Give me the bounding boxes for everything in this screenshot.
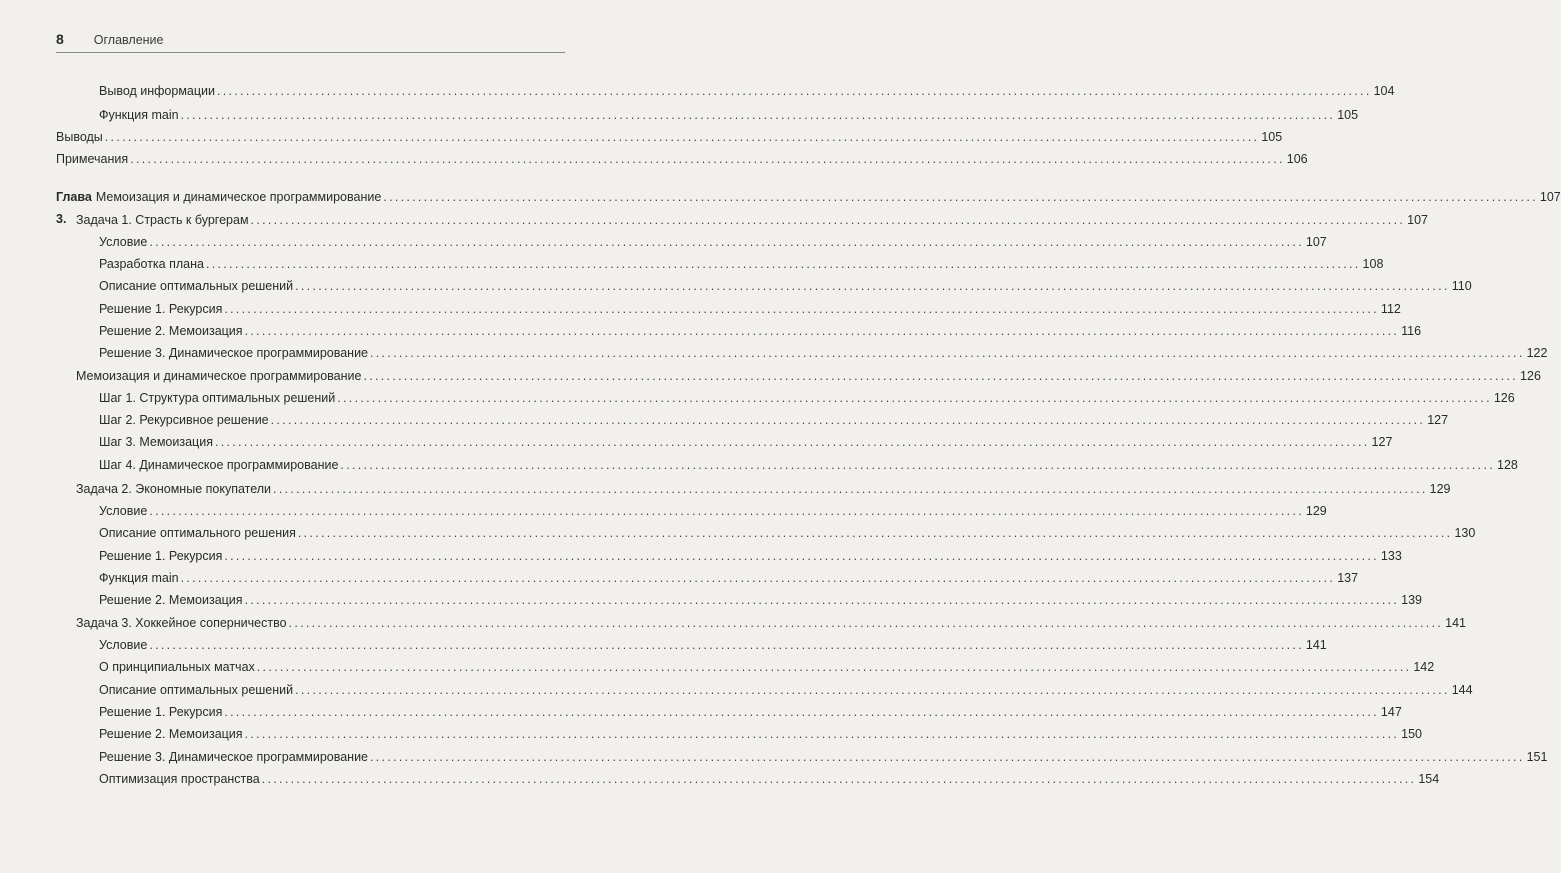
toc-entry-title: Мемоизация и динамическое программирование (76, 369, 362, 383)
toc-entry-page: 133 (1380, 549, 1402, 563)
dot-leader: ........................................................................................................................................................................................................ (214, 435, 1370, 449)
dot-leader: ........................................................................................................................................................................................................ (217, 84, 1372, 98)
toc-entry-title: Шаг 3. Мемоизация (99, 435, 213, 449)
toc-entry-title: Решение 3. Динамическое программирование (99, 750, 369, 764)
toc-entry (0, 478, 1451, 500)
dot-leader: ........................................................................................................................................................................................................ (340, 458, 1495, 472)
toc-entry-page: 107 (1305, 235, 1327, 249)
toc-entry-title: Решение 2. Мемоизация (99, 324, 243, 338)
toc-entry-title: Решение 1. Рекурсия (99, 302, 223, 316)
toc-entry-page: 127 (1371, 435, 1393, 449)
toc-entry (0, 634, 1327, 656)
toc-entry-title: Решение 2. Мемоизация (99, 593, 243, 607)
toc-entry (0, 342, 1548, 364)
toc-entry-title: Выводы (56, 130, 103, 144)
dot-leader: ........................................................................................................................................................................................................ (261, 772, 1417, 786)
toc-entry-page: 154 (1418, 772, 1440, 786)
toc-entry-page: 126 (1520, 369, 1541, 383)
toc-entry-title: Решение 1. Рекурсия (99, 705, 223, 719)
toc-entry (0, 701, 1402, 723)
toc-entry-title: Задача 2. Экономные покупатели (76, 482, 272, 496)
toc-entry (0, 80, 1395, 102)
running-title: Оглавление (93, 33, 164, 47)
toc-entry (0, 126, 1283, 148)
toc-entry (0, 209, 1428, 231)
toc-entry (0, 387, 1515, 409)
toc-entry (0, 148, 1308, 170)
toc-entry-title: Решение 1. Рекурсия (99, 549, 223, 563)
toc-entry-page: 127 (1427, 413, 1449, 427)
toc-entry (0, 522, 1476, 544)
toc-entry-page: 107 (1407, 213, 1428, 227)
dot-leader: ........................................................................................................................................................................................................ (273, 482, 1428, 496)
toc-entry-page: 150 (1401, 727, 1422, 741)
dot-leader: ........................................................................................................................................................................................................ (244, 324, 1400, 338)
dot-leader: ........................................................................................................................................................................................................ (149, 504, 1304, 518)
toc-entry-page: 122 (1526, 346, 1548, 360)
toc-entry-page: 128 (1497, 458, 1518, 472)
toc-entry-title: Разработка плана (99, 257, 204, 271)
page-number: 8 (56, 31, 64, 47)
toc-entry (0, 723, 1422, 745)
toc-entry-title: Шаг 2. Рекурсивное решение (99, 413, 269, 427)
toc-entry-title: Примечания (56, 152, 129, 166)
dot-leader: ........................................................................................................................................................................................................ (180, 571, 1336, 585)
toc-entry (0, 253, 1384, 275)
toc-entry (0, 656, 1435, 678)
dot-leader: ........................................................................................................................................................................................................ (224, 302, 1379, 316)
dot-leader: ........................................................................................................................................................................................................ (295, 279, 1450, 293)
toc-entry-page: 139 (1401, 593, 1422, 607)
toc-entry (0, 545, 1402, 567)
dot-leader: ........................................................................................................................................................................................................ (297, 526, 1453, 540)
dot-leader: ........................................................................................................................................................................................................ (244, 727, 1400, 741)
toc-entry (0, 612, 1466, 634)
dot-leader: ........................................................................................................................................................................................................ (130, 152, 1285, 166)
toc-entry-title: О принципиальных матчах (99, 660, 255, 674)
toc-entry-title: Функция main (99, 571, 179, 585)
toc-entry (0, 275, 1472, 297)
toc-entry-page: 108 (1362, 257, 1384, 271)
dot-leader: ........................................................................................................................................................................................................ (337, 391, 1492, 405)
toc-entry-page: 137 (1337, 571, 1359, 585)
toc-entry-page: 142 (1413, 660, 1435, 674)
toc-entry-title: Задача 3. Хоккейное соперничество (76, 616, 287, 630)
toc-entry-title: Описание оптимальных решений (99, 279, 294, 293)
toc-entry (0, 746, 1548, 768)
toc-entry-page: 112 (1380, 302, 1401, 316)
toc-entry (0, 231, 1327, 253)
toc-entry-title: Вывод информации (99, 84, 216, 98)
toc-entry-page: 110 (1451, 279, 1472, 293)
toc-entry-page: 147 (1380, 705, 1402, 719)
dot-leader: ........................................................................................................................................................................................................ (149, 638, 1304, 652)
toc-entry-page: 129 (1305, 504, 1327, 518)
dot-leader: ........................................................................................................................................................................................................ (383, 190, 1538, 204)
dot-leader: ........................................................................................................................................................................................................ (295, 683, 1450, 697)
toc-entry-page: 130 (1454, 526, 1476, 540)
toc-entry-title: Решение 3. Динамическое программирование (99, 346, 369, 360)
toc-entry (0, 500, 1327, 522)
dot-leader: ........................................................................................................................................................................................................ (244, 593, 1400, 607)
header-rule (56, 52, 565, 53)
toc-entry-page: 105 (1337, 108, 1359, 122)
toc-entry-page: 116 (1401, 324, 1422, 338)
dot-leader: ........................................................................................................................................................................................................ (104, 130, 1260, 144)
toc-entry-title: Задача 1. Страсть к бургерам (76, 213, 249, 227)
dot-leader: ........................................................................................................................................................................................................ (224, 705, 1379, 719)
dot-leader: ........................................................................................................................................................................................................ (205, 257, 1361, 271)
dot-leader: ........................................................................................................................................................................................................ (250, 213, 1406, 227)
toc-entry (0, 365, 1541, 387)
toc-entry (0, 104, 1359, 126)
toc-entry-title: Описание оптимального решения (99, 526, 296, 540)
toc-entry-page: 105 (1261, 130, 1283, 144)
toc-entry-page: 126 (1493, 391, 1515, 405)
dot-leader: ........................................................................................................................................................................................................ (363, 369, 1519, 383)
toc-entry-title: Шаг 4. Динамическое программирование (99, 458, 339, 472)
dot-leader: ........................................................................................................................................................................................................ (370, 346, 1525, 360)
page-header (56, 31, 549, 47)
toc-entry-page: 141 (1305, 638, 1327, 652)
toc-entry-title: Оптимизация пространства (99, 772, 260, 786)
toc-entry-page: 151 (1526, 750, 1548, 764)
toc-entry (0, 679, 1473, 701)
toc-entry-page: 144 (1451, 683, 1473, 697)
toc-entry-title: Мемоизация и динамическое программирование (95, 190, 382, 204)
toc-entry-title: Решение 2. Мемоизация (99, 727, 243, 741)
dot-leader: ........................................................................................................................................................................................................ (180, 108, 1336, 122)
dot-leader: ........................................................................................................................................................................................................ (270, 413, 1426, 427)
toc-entry-page: 104 (1373, 84, 1395, 98)
dot-leader: ........................................................................................................................................................................................................ (149, 235, 1304, 249)
toc-entry (0, 589, 1422, 611)
dot-leader: ........................................................................................................................................................................................................ (370, 750, 1525, 764)
toc-entry-title: Условие (99, 504, 148, 518)
dot-leader: ........................................................................................................................................................................................................ (224, 549, 1379, 563)
dot-leader: ........................................................................................................................................................................................................ (288, 616, 1444, 630)
toc-entry-title: Условие (99, 235, 148, 249)
toc-entry (0, 567, 1359, 589)
toc-entry-page: 129 (1429, 482, 1451, 496)
toc-entry-title: Шаг 1. Структура оптимальных решений (99, 391, 336, 405)
chapter-label: Глава 3. (56, 190, 92, 226)
toc-entry-page: 107 (1539, 190, 1561, 204)
toc-entry-page: 141 (1445, 616, 1466, 630)
toc-entry (0, 298, 1401, 320)
toc-entry (0, 320, 1422, 342)
toc-entry-title: Функция main (99, 108, 179, 122)
dot-leader: ........................................................................................................................................................................................................ (256, 660, 1412, 674)
toc-entry (0, 409, 1449, 431)
toc-entry (0, 454, 1518, 476)
toc-entry (0, 768, 1440, 790)
toc-entry-title: Описание оптимальных решений (99, 683, 294, 697)
toc-entry-title: Условие (99, 638, 148, 652)
toc-entry-page: 106 (1286, 152, 1308, 166)
toc-entry (0, 431, 1393, 453)
